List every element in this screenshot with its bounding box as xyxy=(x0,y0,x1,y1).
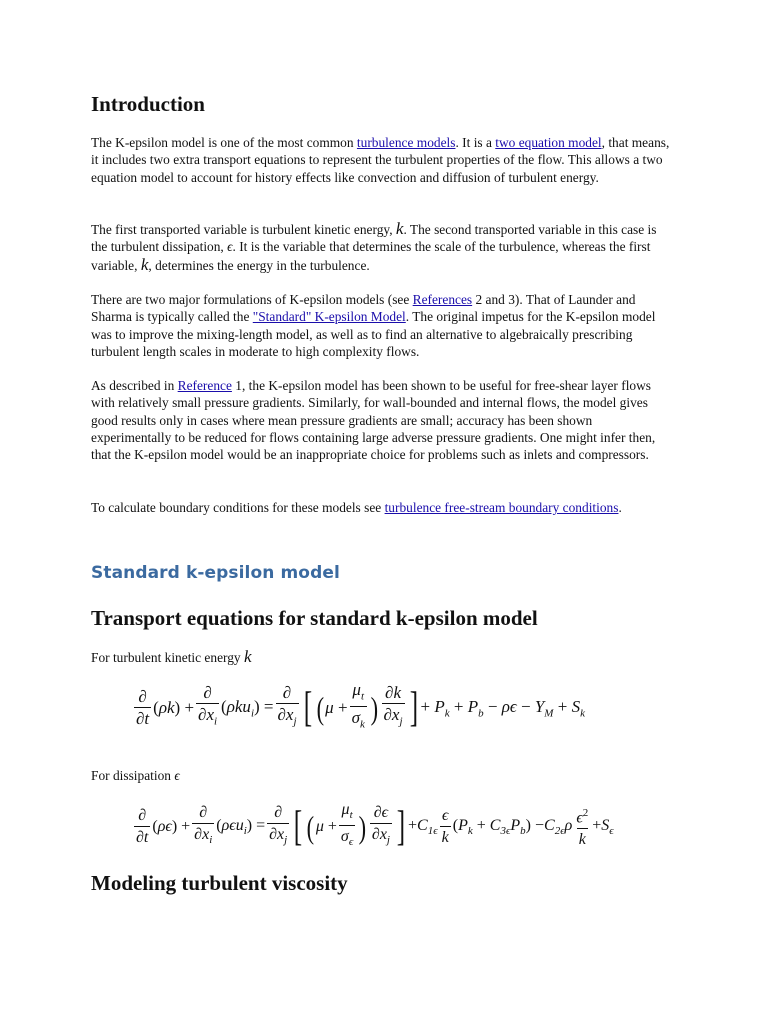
link-standard-k-epsilon-model[interactable]: "Standard" K-epsilon Model xyxy=(252,309,406,325)
k-transport-equation: $\frac{\partial}{\partial t}$ (ρk) + $\frac{\partial}{\partial x_i}$ (ρku$_i$) = $\frac{\partial}{\partial x_j}$ [ ( μ + $\frac{\mu_t}{\sigma_k}$ ) $\frac{\partial k}{\partial x_j}$ ] + $P_k + P_b - \rho\epsilon - Y_M + S_k$ xyxy=(132,680,585,736)
k-equation-label: For turbulent kinetic energy k xyxy=(91,647,252,666)
link-references[interactable]: References xyxy=(412,292,473,307)
transport-equations-heading: Transport equations for standard k-epsilon model xyxy=(91,606,538,630)
link-two-equation-model[interactable]: two equation model xyxy=(495,135,602,150)
math-k: k xyxy=(395,219,404,238)
standard-model-heading: Standard k-epsilon model xyxy=(91,563,340,583)
epsilon-transport-equation: $\frac{\partial}{\partial t}$ (ρϵ) + $\frac{\partial}{\partial x_i}$ (ρϵu$_i$) = $\frac{\partial}{\partial x_j}$ [ ( μ + $\frac{\mu_t}{\sigma_\epsilon}$ ) $\frac{\partial\epsilon}{\partial x_j}$ ] $+C_{1\epsilon}$ $\frac{\epsilon}{k}$ $(P_k + C_{3\epsilon}P_b) -C_{2\epsilon}\rho$ $\frac{\epsilon^2}{k}$ $+S_\epsilon$ xyxy=(132,800,614,853)
turbulent-viscosity-heading: Modeling turbulent viscosity xyxy=(91,871,348,895)
link-turbulence-models[interactable]: turbulence models xyxy=(356,135,456,150)
link-boundary-conditions[interactable]: turbulence free-stream boundary conditions xyxy=(384,500,619,515)
paragraph-intro-5: To calculate boundary conditions for these models see turbulence free-stream boundary conditions. xyxy=(91,500,622,515)
paragraph-intro-3: There are two major formulations of K-epsilon models (see References 2 and 3). That of Launder and Sharma is typically called the "Standard" K-epsilon Model. The original impetus for the K-epsilon model was to improve the mixing-length model, as well as to find an alternative to algebraically prescribing turbulent length scales in moderate to high complexity flows. xyxy=(91,292,656,359)
epsilon-equation-label: For dissipation ϵ xyxy=(91,768,180,783)
math-epsilon: ϵ xyxy=(227,239,233,255)
math-k: k xyxy=(140,254,149,274)
link-reference[interactable]: Reference xyxy=(177,378,232,393)
paragraph-intro-4: As described in Reference 1, the K-epsilon model has been shown to be useful for free-shear layer flows with relatively small pressure gradients. Similarly, for wall-bounded and internal flows, the model gives good results only in cases where mean pressure gradients are small; accuracy has been shown experimentally to be reduced for flows containing large adverse pressure gradients. One might infer then, that the K-epsilon model would be an inappropriate choice for problems such as inlets and compressors. xyxy=(91,378,656,463)
paragraph-intro-1: The K-epsilon model is one of the most common turbulence models. It is a two equation model, that means, it includes two extra transport equations to represent the turbulent properties of the flow. This allows a two equation model to account for history effects like convection and diffusion of turbulent energy. xyxy=(91,135,670,185)
paragraph-intro-2: The first transported variable is turbulent kinetic energy, k. The second transported variable in this case is the turbulent dissipation, ϵ. It is the variable that determines the scale of the turbulence, whereas the first variable, k, determines the energy in the turbulence. xyxy=(91,219,657,274)
introduction-heading: Introduction xyxy=(91,92,205,116)
